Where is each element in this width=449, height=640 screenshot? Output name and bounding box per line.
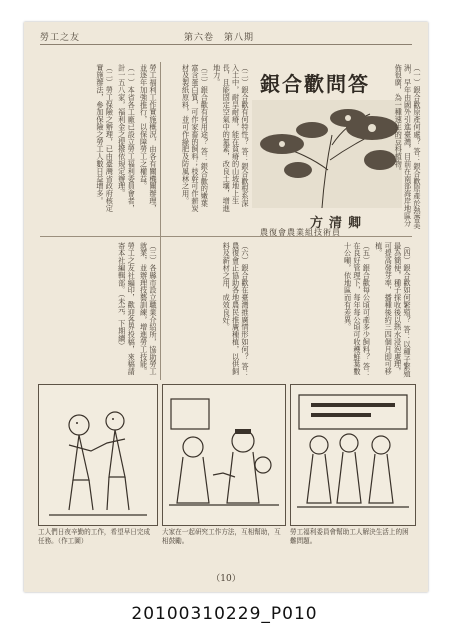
article-author: 方清卿 xyxy=(310,216,368,231)
header-rule xyxy=(40,44,412,45)
paragraph: （三）各縣市設立職業介紹所，協助勞工就業，並辦理技藝訓練，增進勞工技能。 xyxy=(139,242,158,376)
comic-panel xyxy=(162,384,286,526)
text-column xyxy=(164,242,250,378)
text-column xyxy=(164,64,250,214)
paragraph: （三）銀合歡有何用途？ 答：銀合歡的嫩葉富含蛋白質，可作家畜的飼料；枝幹可作薪炭材及製紙原料，並可作綠肥及防風林之用。 xyxy=(181,64,210,212)
paragraph: （一）銀合歡原產何處？ 答：銀合歡原產於熱帶美洲，早年由國外引進臺灣，目前在南部海岸地區分佈很廣，為一種速生的豆科植物。 xyxy=(394,64,422,230)
magazine-page xyxy=(24,22,428,592)
comic-drawing xyxy=(39,385,157,525)
section-divider xyxy=(40,236,412,237)
paragraph: （一）本省各工廠已設立勞工福利委員會者，計一五八家，福利金之提撥依規定辦理。 xyxy=(117,64,137,212)
page-number: （10） xyxy=(211,574,241,584)
text-column xyxy=(40,64,158,214)
text-column xyxy=(254,242,412,378)
paragraph: （四）銀合歡如何繁殖？ 答：以種子繁殖最為簡便，種子採收後以熱水浸泡處理，可提高發芽率，播種後約三四個月即可移植。 xyxy=(374,242,412,378)
tree-illustration xyxy=(252,100,402,208)
comic-drawing xyxy=(291,385,415,525)
comic-panel xyxy=(38,384,158,526)
paragraph: 勞工之友社編印，歡迎各界投稿，來稿請寄本社編輯部。（未完，下期續） xyxy=(117,242,137,376)
paragraph: （五）銀合歡每公頃可產多少飼料？ 答：在良好管理下，每年每公頃可收穫鮮葉數十公噸，依地區而有差異。 xyxy=(343,242,372,378)
article-title: 銀合歡問答 xyxy=(260,72,370,96)
comic-drawing xyxy=(163,385,285,525)
text-column xyxy=(394,64,422,234)
header-volume-issue: 第六卷 第八期 xyxy=(184,33,255,43)
column-divider xyxy=(160,62,161,380)
text-column xyxy=(40,242,158,378)
paragraph: 勞工福利工作實施概況，由各有關機關辦理，並逐年加強推行，以保障勞工之權益。 xyxy=(139,64,158,212)
comic-panel xyxy=(290,384,416,526)
comic-caption: 工人們日夜辛勤的工作，希望早日完成任務。（作工圖） xyxy=(38,528,151,545)
header-magazine-name: 勞工之友 xyxy=(40,33,81,43)
comic-caption: 勞工福利委員會幫助工人解決生活上的困難問題。 xyxy=(290,528,409,545)
comic-strip xyxy=(38,384,414,524)
archive-id-label: 20100310229_P010 xyxy=(131,604,318,624)
paragraph: （二）勞工保險之辦理，已由臺灣省政府核定實施辦法，參加保險之勞工人數日益增多。 xyxy=(95,64,115,212)
comic-caption: 大家在一起研究工作方法，互相幫助，互相鼓勵。 xyxy=(162,528,281,545)
article-byline: 農復會農業組技術員 xyxy=(260,228,341,237)
paragraph: （二）銀合歡有何特性？ 答：銀合歡根系深入土中，耐旱耐瘠，能在貧瘠的山坡地上生長，且能固定空氣中的氮素，改良土壤，增進地力。 xyxy=(212,64,250,212)
paragraph: （六）銀合歡在臺灣推廣情形如何？ 答：農復會正協助各地農民推廣種植，以供飼料及薪材之用，成效良好。 xyxy=(222,242,250,378)
